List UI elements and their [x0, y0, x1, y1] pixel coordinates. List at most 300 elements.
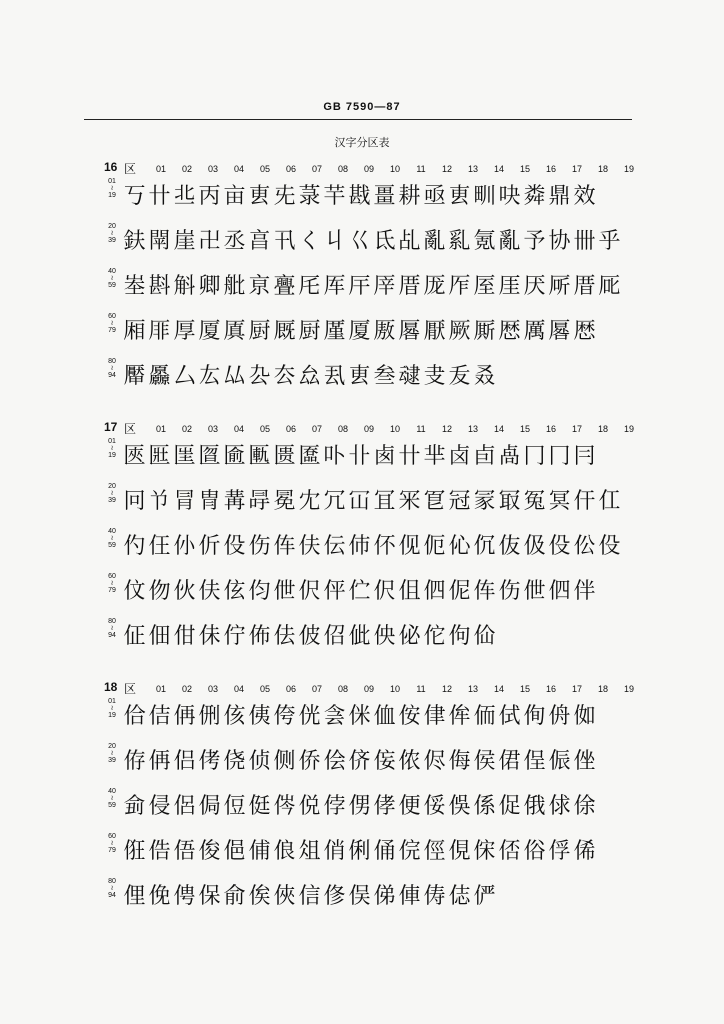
hanzi-cell: 佮: [123, 704, 146, 729]
column-label: 07: [311, 424, 322, 434]
column-label: 09: [363, 164, 374, 174]
hanzi-cell: 侅: [223, 704, 246, 729]
column-label: 17: [571, 424, 582, 434]
hanzi-cell: 侓: [423, 704, 446, 729]
hanzi-cell: 佡: [473, 624, 496, 649]
hanzi-cell: 厞: [148, 319, 171, 344]
hanzi-cell: 伵: [423, 579, 446, 604]
hanzi-cell: 佇: [223, 624, 246, 649]
hanzi-cell: 匫: [198, 444, 221, 469]
hanzi-cell: 佗: [423, 624, 446, 649]
hanzi-cell: 伫: [348, 579, 371, 604]
hanzi-cell: 仢: [123, 534, 146, 559]
hanzi-cell: 芉: [323, 184, 346, 209]
row-range: 40 ≀ 59: [108, 788, 116, 809]
row-characters: [122, 622, 497, 652]
hanzi-cell: 鈇: [123, 229, 146, 254]
column-label: 08: [337, 424, 348, 434]
hanzi-cell: 厯: [498, 319, 521, 344]
hanzi-cell: 氐: [373, 229, 396, 254]
column-label: 04: [233, 164, 244, 174]
column-label: 16: [545, 424, 556, 434]
hanzi-cell: 佈: [248, 624, 271, 649]
hanzi-cell: 卤: [448, 444, 471, 469]
hanzi-cell: 侷: [198, 794, 221, 819]
hanzi-cell: 侻: [298, 794, 321, 819]
column-label: 10: [389, 164, 400, 174]
row-range: 60 ≀ 79: [108, 573, 116, 594]
column-label: 03: [207, 684, 218, 694]
header-rule: [84, 119, 632, 120]
char-row: [104, 573, 644, 613]
row-characters: [122, 882, 497, 912]
row-range: 80 ≀ 94: [108, 618, 116, 639]
hanzi-cell: 冋: [123, 489, 146, 514]
hanzi-cell: 俘: [548, 839, 571, 864]
char-row: [104, 313, 644, 353]
hanzi-cell: 峚: [123, 274, 146, 299]
hanzi-cell: 侹: [248, 794, 271, 819]
hanzi-cell: 冚: [348, 489, 371, 514]
hanzi-cell: 侨: [298, 749, 321, 774]
hanzi-cell: 佶: [148, 704, 171, 729]
hanzi-cell: 伳: [273, 579, 296, 604]
hanzi-cell: 伒: [198, 534, 221, 559]
hanzi-cell: 俁: [448, 794, 471, 819]
zone-number: 16: [104, 160, 118, 174]
char-row: [104, 483, 644, 523]
hanzi-cell: 厓: [498, 274, 521, 299]
char-row: [104, 358, 644, 398]
column-label: 06: [285, 164, 296, 174]
hanzi-cell: 仠: [573, 489, 596, 514]
table-title: 汉字分区表: [334, 136, 390, 149]
row-range: 20 ≀ 39: [108, 223, 116, 244]
hanzi-cell: 匧: [123, 444, 146, 469]
hanzi-cell: 俜: [173, 884, 196, 909]
hanzi-cell: 俠: [273, 884, 296, 909]
hanzi-cell: 保: [198, 884, 221, 909]
column-label: 07: [311, 684, 322, 694]
hanzi-cell: 厏: [448, 274, 471, 299]
hanzi-cell: 叒: [473, 364, 496, 389]
hanzi-cell: 乎: [598, 229, 621, 254]
hanzi-cell: 俏: [323, 839, 346, 864]
hanzi-cell: 卂: [273, 229, 296, 254]
hanzi-cell: 侎: [348, 704, 371, 729]
hanzi-cell: 俈: [148, 839, 171, 864]
hanzi-cell: 卌: [573, 229, 596, 254]
hanzi-cell: 厴: [123, 364, 146, 389]
zone-qu-label: 区: [124, 162, 137, 176]
row-characters: [122, 837, 597, 867]
hanzi-cell: 伙: [173, 579, 196, 604]
hanzi-cell: 俧: [448, 884, 471, 909]
column-label: 03: [207, 164, 218, 174]
hanzi-cell: 兯: [148, 489, 171, 514]
hanzi-cell: 伂: [348, 534, 371, 559]
hanzi-cell: 侥: [223, 749, 246, 774]
column-label: 12: [441, 424, 452, 434]
column-label: 17: [571, 164, 582, 174]
hanzi-cell: 侧: [273, 749, 296, 774]
hanzi-cell: 厯: [573, 319, 596, 344]
hanzi-cell: 舭: [223, 274, 246, 299]
hanzi-cell: 俅: [548, 794, 571, 819]
hanzi-cell: 侸: [223, 794, 246, 819]
hanzi-cell: 伡: [473, 579, 496, 604]
hanzi-cell: 厪: [323, 319, 346, 344]
hanzi-cell: 伨: [248, 579, 271, 604]
hanzi-cell: 佒: [373, 624, 396, 649]
hanzi-cell: 卿: [198, 274, 221, 299]
hanzi-cell: 侙: [498, 704, 521, 729]
row-range: 01 ≀ 19: [108, 438, 116, 459]
column-label: 18: [597, 684, 608, 694]
hanzi-cell: 巜: [348, 229, 371, 254]
hanzi-cell: 伖: [498, 534, 521, 559]
hanzi-cell: 伬: [298, 579, 321, 604]
char-row: [104, 833, 644, 873]
hanzi-cell: 厬: [548, 319, 571, 344]
hanzi-cell: 伌: [423, 534, 446, 559]
hanzi-cell: 卝: [348, 444, 371, 469]
hanzi-cell: 便: [398, 794, 421, 819]
hanzi-cell: 厥: [448, 319, 471, 344]
row-characters: [122, 702, 597, 732]
column-label: 11: [416, 684, 426, 694]
char-row: [104, 268, 644, 308]
hanzi-cell: 冡: [473, 489, 496, 514]
char-row: [104, 743, 644, 783]
hanzi-cell: 伡: [273, 534, 296, 559]
hanzi-cell: 畺: [373, 184, 396, 209]
hanzi-cell: 冟: [423, 489, 446, 514]
column-label: 05: [259, 164, 270, 174]
row-characters: [122, 182, 597, 212]
row-range: 40 ≀ 59: [108, 268, 116, 289]
hanzi-cell: 伻: [323, 579, 346, 604]
hanzi-cell: 侕: [473, 704, 496, 729]
column-label: 18: [597, 424, 608, 434]
hanzi-cell: 斟: [148, 274, 171, 299]
hanzi-cell: 俞: [223, 884, 246, 909]
hanzi-cell: 吷: [498, 184, 521, 209]
hanzi-cell: 俣: [348, 884, 371, 909]
row-range: 40 ≀ 59: [108, 528, 116, 549]
row-characters: [122, 792, 597, 822]
hanzi-cell: 伹: [398, 579, 421, 604]
hanzi-cell: 俕: [473, 839, 496, 864]
hanzi-cell: 卄: [148, 184, 171, 209]
hanzi-cell: 冑: [198, 489, 221, 514]
hanzi-cell: 冝: [373, 489, 396, 514]
hanzi-cell: 叏: [423, 364, 446, 389]
hanzi-cell: 厇: [298, 274, 321, 299]
hanzi-cell: 俇: [123, 839, 146, 864]
hanzi-cell: 侤: [198, 749, 221, 774]
hanzi-cell: 侼: [323, 794, 346, 819]
column-label: 01: [155, 164, 166, 174]
hanzi-cell: 芈: [423, 444, 446, 469]
column-label: 08: [337, 684, 348, 694]
hanzi-cell: 冘: [298, 489, 321, 514]
column-label: 02: [181, 684, 192, 694]
hanzi-cell: 协: [548, 229, 571, 254]
hanzi-cell: 閛: [148, 229, 171, 254]
hanzi-cell: 厮: [473, 319, 496, 344]
row-range: 01 ≀ 19: [108, 698, 116, 719]
hanzi-cell: 俛: [148, 884, 171, 909]
hanzi-cell: 俋: [223, 839, 246, 864]
row-characters: [122, 272, 622, 302]
hanzi-cell: 匲: [298, 444, 321, 469]
hanzi-cell: 佄: [173, 624, 196, 649]
hanzi-cell: 丩: [323, 229, 346, 254]
column-label: 04: [233, 684, 244, 694]
hanzi-cell: 厺: [273, 364, 296, 389]
hanzi-cell: 厾: [323, 364, 346, 389]
hanzi-cell: 俎: [298, 839, 321, 864]
column-label: 12: [441, 684, 452, 694]
hanzi-cell: 亂: [423, 229, 446, 254]
hanzi-cell: 侵: [148, 794, 171, 819]
hanzi-cell: 伕: [298, 534, 321, 559]
hanzi-cell: 伋: [523, 534, 546, 559]
hanzi-cell: 冕: [273, 489, 296, 514]
hanzi-cell: 卣: [473, 444, 496, 469]
row-range: 60 ≀ 79: [108, 833, 116, 854]
hanzi-cell: 侟: [123, 749, 146, 774]
hanzi-cell: 厚: [173, 319, 196, 344]
hanzi-cell: 亩: [223, 184, 246, 209]
column-label: 15: [519, 164, 530, 174]
hanzi-cell: 冂: [548, 444, 571, 469]
hanzi-cell: 俌: [248, 839, 271, 864]
hanzi-cell: 厷: [198, 364, 221, 389]
hanzi-cell: 厶: [173, 364, 196, 389]
hanzi-cell: 效: [573, 184, 596, 209]
char-row: [104, 528, 644, 568]
standard-header: GB 7590—87: [323, 101, 401, 113]
hanzi-cell: 匮: [273, 444, 296, 469]
hanzi-cell: 伔: [473, 534, 496, 559]
column-label: 10: [389, 684, 400, 694]
hanzi-cell: 俤: [373, 884, 396, 909]
hanzi-cell: 侰: [498, 749, 521, 774]
hanzi-cell: 鼎: [548, 184, 571, 209]
hanzi-cell: 亹: [273, 274, 296, 299]
hanzi-cell: 伴: [573, 579, 596, 604]
hanzi-cell: 冤: [523, 489, 546, 514]
hanzi-cell: 丞: [223, 229, 246, 254]
hanzi-cell: 伕: [198, 579, 221, 604]
char-row: [104, 618, 644, 658]
hanzi-cell: 仦: [173, 534, 196, 559]
hanzi-cell: 匬: [223, 444, 246, 469]
hanzi-cell: 粦: [523, 184, 546, 209]
hanzi-cell: 耕: [398, 184, 421, 209]
column-label: 10: [389, 424, 400, 434]
hanzi-cell: 俓: [423, 839, 446, 864]
column-label: 09: [363, 424, 374, 434]
char-row: [104, 878, 644, 918]
hanzi-cell: 促: [498, 794, 521, 819]
row-characters: [122, 362, 497, 392]
hanzi-cell: 侒: [398, 704, 421, 729]
hanzi-cell: 侢: [148, 749, 171, 774]
row-characters: [122, 227, 622, 257]
hanzi-cell: 仜: [598, 489, 621, 514]
hanzi-cell: 佋: [323, 624, 346, 649]
column-label: 14: [493, 684, 504, 694]
hanzi-cell: 氪: [473, 229, 496, 254]
hanzi-cell: 俙: [573, 839, 596, 864]
column-label: 01: [155, 684, 166, 694]
hanzi-cell: 冣: [498, 489, 521, 514]
hanzi-cell: 俐: [348, 839, 371, 864]
hanzi-cell: 伇: [223, 534, 246, 559]
hanzi-cell: 厭: [423, 319, 446, 344]
hanzi-cell: 冠: [448, 489, 471, 514]
column-label: 19: [623, 684, 634, 694]
hanzi-cell: 伬: [373, 579, 396, 604]
hanzi-cell: 厹: [248, 364, 271, 389]
hanzi-cell: 俥: [398, 884, 421, 909]
hanzi-cell: 侲: [548, 749, 571, 774]
hanzi-cell: 厫: [373, 319, 396, 344]
hanzi-cell: 冐: [173, 489, 196, 514]
hanzi-cell: 厑: [598, 274, 621, 299]
hanzi-cell: 斛: [173, 274, 196, 299]
hanzi-cell: 亟: [423, 184, 446, 209]
hanzi-cell: 俚: [123, 884, 146, 909]
hanzi-cell: 侣: [173, 749, 196, 774]
hanzi-cell: 俗: [523, 839, 546, 864]
hanzi-cell: 佅: [198, 624, 221, 649]
column-label: 15: [519, 684, 530, 694]
column-label: 09: [363, 684, 374, 694]
hanzi-cell: 侮: [448, 749, 471, 774]
hanzi-cell: 仼: [148, 534, 171, 559]
column-label: 12: [441, 164, 452, 174]
hanzi-cell: 俆: [573, 794, 596, 819]
char-row: [104, 178, 644, 218]
column-label: 14: [493, 164, 504, 174]
row-characters: [122, 442, 597, 472]
char-row: [104, 698, 644, 738]
column-label: 14: [493, 424, 504, 434]
row-range: 60 ≀ 79: [108, 313, 116, 334]
hanzi-cell: 俔: [448, 839, 471, 864]
hanzi-cell: 丙: [198, 184, 221, 209]
hanzi-cell: 匩: [173, 444, 196, 469]
hanzi-cell: 冞: [398, 489, 421, 514]
hanzi-cell: 侬: [398, 749, 421, 774]
char-row: [104, 788, 644, 828]
row-range: 20 ≀ 39: [108, 483, 116, 504]
hanzi-cell: 伆: [148, 579, 171, 604]
hanzi-cell: 厩: [273, 319, 296, 344]
hanzi-cell: 伈: [448, 534, 471, 559]
hanzi-cell: 俒: [398, 839, 421, 864]
hanzi-cell: 俊: [198, 839, 221, 864]
hanzi-cell: 甽: [473, 184, 496, 209]
hanzi-cell: 卄: [398, 444, 421, 469]
hanzi-cell: 侦: [248, 749, 271, 774]
hanzi-cell: 伇: [598, 534, 621, 559]
hanzi-cell: 叐: [448, 364, 471, 389]
hanzi-cell: 卨: [498, 444, 521, 469]
column-label: 08: [337, 164, 348, 174]
hanzi-cell: 厐: [423, 274, 446, 299]
hanzi-cell: 侔: [448, 704, 471, 729]
hanzi-cell: 厍: [323, 274, 346, 299]
hanzi-cell: 俟: [248, 884, 271, 909]
hanzi-cell: 予: [523, 229, 546, 254]
hanzi-cell: 厵: [148, 364, 171, 389]
column-label: 19: [623, 424, 634, 434]
hanzi-cell: 侉: [273, 704, 296, 729]
hanzi-cell: 乿: [448, 229, 471, 254]
hanzi-cell: 侢: [173, 704, 196, 729]
hanzi-cell: 厔: [473, 274, 496, 299]
column-label: 02: [181, 164, 192, 174]
hanzi-cell: 佂: [123, 624, 146, 649]
hanzi-cell: 冗: [323, 489, 346, 514]
hanzi-cell: 厝: [398, 274, 421, 299]
column-label: 13: [467, 424, 478, 434]
hanzi-cell: 佃: [148, 624, 171, 649]
hanzi-cell: 俨: [473, 884, 496, 909]
hanzi-cell: 俦: [423, 884, 446, 909]
row-characters: [122, 747, 597, 777]
hanzi-cell: 佝: [448, 624, 471, 649]
column-label: 18: [597, 164, 608, 174]
char-row: [104, 223, 644, 263]
hanzi-cell: 崖: [173, 229, 196, 254]
column-label: 19: [623, 164, 634, 174]
column-label: 06: [285, 424, 296, 434]
hanzi-cell: 匭: [248, 444, 271, 469]
hanzi-cell: 伝: [323, 534, 346, 559]
hanzi-cell: 侞: [573, 704, 596, 729]
hanzi-cell: 佖: [398, 624, 421, 649]
hanzi-cell: 俉: [173, 839, 196, 864]
column-label: 11: [416, 164, 426, 174]
hanzi-cell: 侩: [323, 749, 346, 774]
column-label: 17: [571, 684, 582, 694]
hanzi-cell: 厛: [548, 274, 571, 299]
hanzi-cell: 係: [473, 794, 496, 819]
hanzi-cell: 佌: [348, 624, 371, 649]
hanzi-cell: 厧: [223, 319, 246, 344]
hanzi-cell: 叁: [373, 364, 396, 389]
hanzi-cell: 侭: [423, 749, 446, 774]
hanzi-cell: 厗: [373, 274, 396, 299]
row-range: 20 ≀ 39: [108, 743, 116, 764]
hanzi-cell: 伇: [548, 534, 571, 559]
zone-qu-label: 区: [124, 682, 137, 696]
row-characters: [122, 317, 597, 347]
char-row: [104, 438, 644, 478]
hanzi-cell: 冔: [248, 489, 271, 514]
hanzi-cell: 卍: [198, 229, 221, 254]
hanzi-cell: 厌: [523, 274, 546, 299]
hanzi-cell: 侀: [198, 704, 221, 729]
hanzi-cell: 信: [298, 884, 321, 909]
hanzi-cell: 乩: [398, 229, 421, 254]
